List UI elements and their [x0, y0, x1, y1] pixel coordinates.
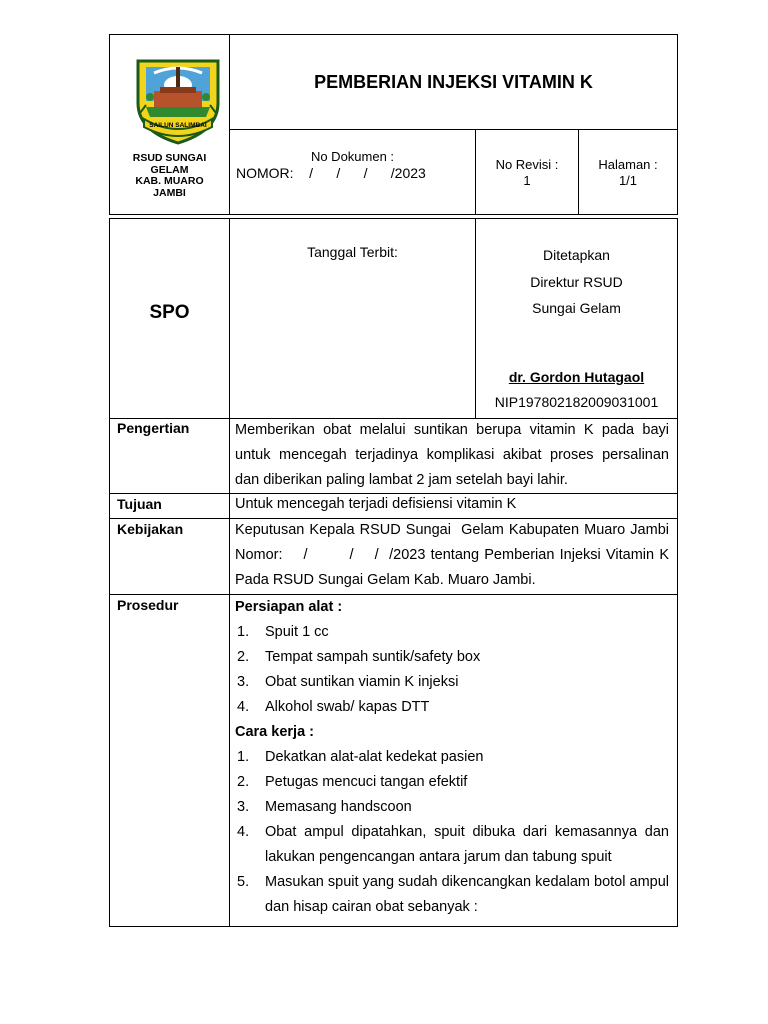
list-item [235, 820, 669, 870]
document-title: PEMBERIAN INJEKSI VITAMIN K [314, 72, 593, 92]
item-text: Petugas mencuci tangan efektif [265, 774, 468, 790]
item-number: 2. [237, 649, 250, 665]
item-text: Spuit 1 cc [265, 624, 329, 640]
item-text: Alkohol swab/ kapas DTT [265, 699, 430, 715]
list-item [235, 870, 669, 920]
item-number: 1. [237, 624, 250, 640]
item-text: Obat suntikan viamin K injeksi [265, 674, 459, 690]
list-item [235, 695, 669, 720]
list-item [235, 620, 669, 645]
logo-motto: SAILUN SALIMBAI [149, 122, 207, 129]
item-text: Masukan spuit yang sudah dikencangkan kedalam botol ampul dan hisap cairan obat sebanyak : [265, 874, 669, 915]
ditetapkan-line: Ditetapkan [543, 247, 610, 263]
persiapan-title: Persiapan alat : [235, 599, 343, 615]
hospital-logo [132, 53, 224, 145]
kebijakan-label: Kebijakan [117, 521, 184, 537]
item-number: 5. [237, 874, 250, 890]
list-item [235, 670, 669, 695]
item-text: Dekatkan alat-alat kedekat pasien [265, 749, 484, 765]
item-number: 1. [237, 749, 250, 765]
ditetapkan-line: Sungai Gelam [532, 300, 621, 316]
no-revisi-label: No Revisi : [495, 157, 559, 172]
item-number: 4. [237, 824, 250, 840]
halaman-value: 1/1 [618, 173, 638, 188]
no-dokumen-label: No Dokumen : [310, 149, 395, 164]
institution-line: GELAM [150, 163, 189, 176]
cara-kerja-title: Cara kerja : [235, 724, 314, 740]
ditetapkan-block [476, 242, 677, 322]
no-revisi-value: 1 [523, 173, 531, 188]
pengertian-label: Pengertian [117, 420, 190, 436]
item-number: 4. [237, 699, 250, 715]
prosedur-content [235, 595, 669, 920]
item-number: 3. [237, 674, 250, 690]
list-item [235, 795, 669, 820]
tanggal-terbit-label: Tanggal Terbit: [307, 244, 398, 260]
item-text: Obat ampul dipatahkan, spuit dibuka dari kemasannya dan lakukan pengencangan antara jarum dan tabung spuit [265, 824, 669, 865]
item-text: Memasang handscoon [265, 799, 412, 815]
ditetapkan-line: Direktur RSUD [530, 273, 623, 290]
persiapan-list [235, 620, 669, 720]
tujuan-text: Untuk mencegah terjadi defisiensi vitamin K [235, 496, 517, 512]
item-number: 3. [237, 799, 250, 815]
list-item [235, 745, 669, 770]
list-item [235, 770, 669, 795]
item-number: 2. [237, 774, 250, 790]
tujuan-label: Tujuan [117, 496, 162, 512]
signer-nip: NIP197802182009031001 [494, 394, 659, 410]
spo-label: SPO [149, 302, 190, 323]
list-item [235, 645, 669, 670]
halaman-label: Halaman : [598, 157, 658, 172]
signer-name: dr. Gordon Hutagaol [508, 369, 645, 385]
pengertian-text: Memberikan obat melalui suntikan berupa vitamin K pada bayi untuk mencegah terjadinya komplikasi akibat proses persalinan dan diberikan paling lambat 2 jam setelah bayi lahir. [235, 422, 669, 488]
prosedur-label: Prosedur [117, 597, 179, 613]
institution-line: JAMBI [153, 186, 186, 199]
institution-line: KAB. MUARO [135, 175, 204, 187]
institution-name [110, 153, 229, 199]
kebijakan-text: Keputusan Kepala RSUD Sungai Gelam Kabupaten Muaro Jambi Nomor: / / / /2023 tentang Pemberian Injeksi Vitamin K Pada RSUD Sungai Gelam Kab. Muaro Jambi. [235, 522, 674, 588]
cara-kerja-list [235, 745, 669, 920]
institution-line: RSUD SUNGAI [132, 152, 207, 164]
item-text: Tempat sampah suntik/safety box [265, 649, 481, 665]
nomor-value: NOMOR: / / / /2023 [236, 165, 426, 181]
